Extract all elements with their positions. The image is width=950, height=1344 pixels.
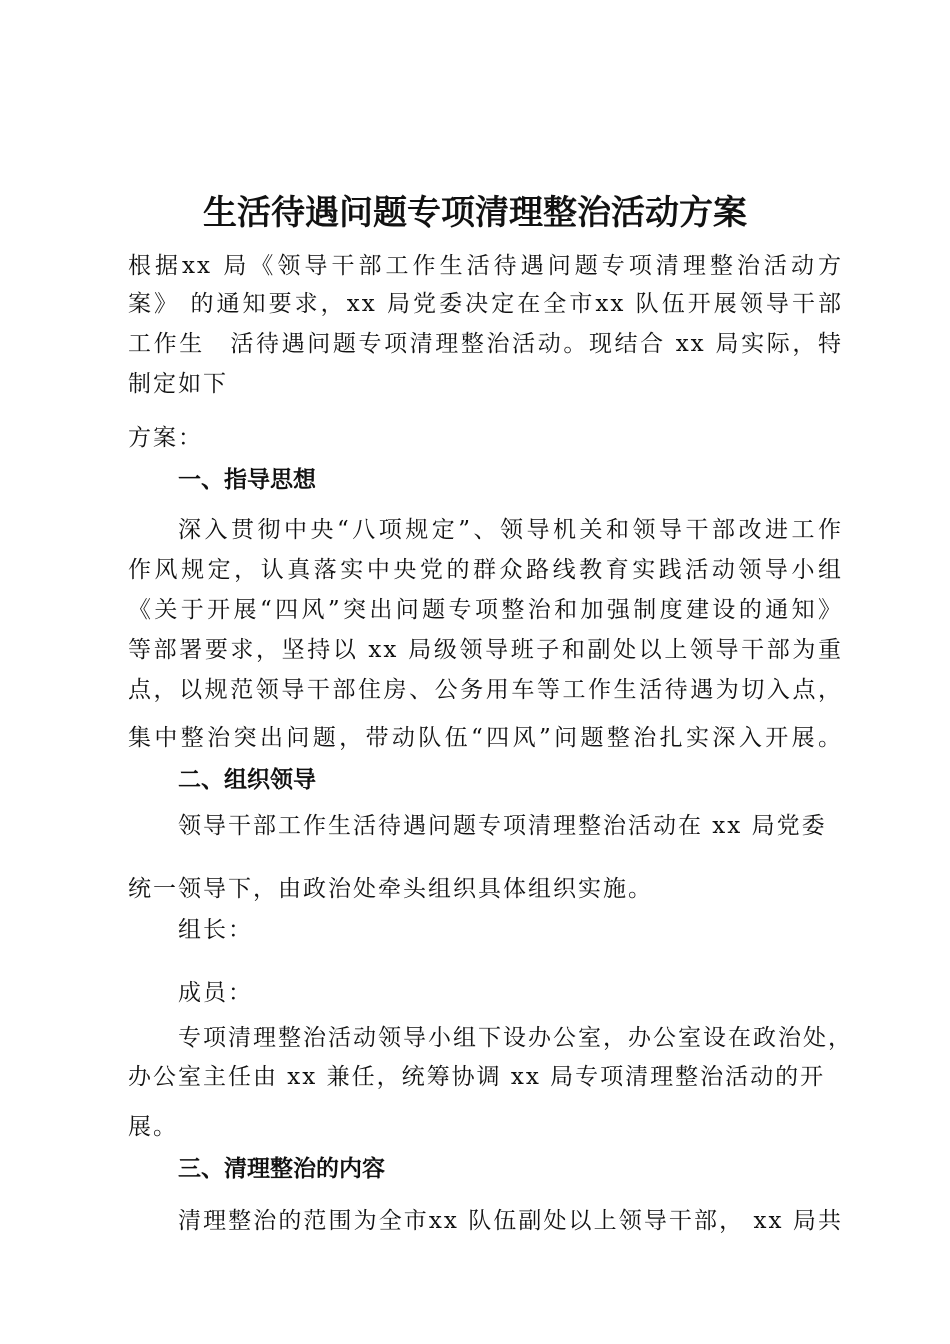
page-title: 生活待遇问题专项清理整治活动方案 xyxy=(203,193,747,233)
section-2-line-5: 专项清理整治活动领导小组下设办公室，办公室设在政治处， xyxy=(178,1025,853,1051)
section-1-line-5: 点，以规范领导干部住房、公务用车等工作生活待遇为切入点， xyxy=(128,677,843,703)
section-2-line-6: 办公室主任由 xx 兼任，统筹协调 xx 局专项清理整治活动的开 xyxy=(128,1064,826,1090)
section-heading-3: 三、清理整治的内容 xyxy=(178,1156,385,1182)
section-3-line-1: 清理整治的范围为全市xx 队伍副处以上领导干部， xx 局共 xyxy=(178,1208,843,1234)
section-2-line-1: 领导干部工作生活待遇问题专项清理整治活动在 xx 局党委 xyxy=(178,813,827,839)
section-1-line-3: 《关于开展“四风”突出问题专项整治和加强制度建设的通知》 xyxy=(128,597,843,623)
section-2-line-2: 统一领导下，由政治处牵头组织具体组织实施。 xyxy=(128,876,653,902)
intro-line-5: 方案： xyxy=(128,425,203,451)
section-heading-2: 二、组织领导 xyxy=(178,767,316,793)
section-2-line-4: 成员： xyxy=(178,980,253,1006)
intro-line-2: 案》 的通知要求，xx 局党委决定在全市xx 队伍开展领导干部 xyxy=(128,291,843,317)
intro-line-4: 制定如下 xyxy=(128,371,228,397)
intro-line-1: 根据xx 局《领导干部工作生活待遇问题专项清理整治活动方 xyxy=(128,253,843,279)
section-1-line-6: 集中整治突出问题，带动队伍“四风”问题整治扎实深入开展。 xyxy=(128,725,843,751)
section-1-line-1: 深入贯彻中央“八项规定”、领导机关和领导干部改进工作 xyxy=(178,517,843,543)
section-1-line-4: 等部署要求，坚持以 xx 局级领导班子和副处以上领导干部为重 xyxy=(128,637,843,663)
section-2-line-3: 组长： xyxy=(178,917,253,943)
section-heading-1: 一、指导思想 xyxy=(178,467,316,493)
section-1-line-2: 作风规定，认真落实中央党的群众路线教育实践活动领导小组 xyxy=(128,557,843,583)
section-2-line-7: 展。 xyxy=(128,1114,178,1140)
intro-line-3: 工作生 活待遇问题专项清理整治活动。现结合 xx 局实际，特 xyxy=(128,331,843,357)
